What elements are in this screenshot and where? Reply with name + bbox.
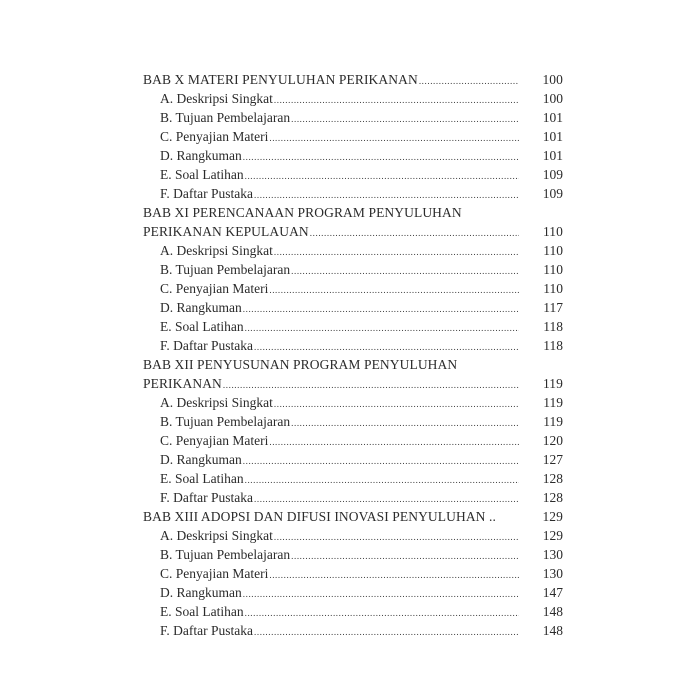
toc-chapter-heading[interactable] xyxy=(143,374,563,393)
toc-line xyxy=(160,241,519,262)
toc-chapter-heading[interactable] xyxy=(143,355,563,374)
toc-chapter-heading[interactable] xyxy=(143,507,563,526)
page-number: 119 xyxy=(543,414,563,429)
page-number: 109 xyxy=(542,167,563,182)
toc-line xyxy=(143,203,563,222)
entry-label: F. Daftar Pustaka xyxy=(160,186,254,201)
page-number: 101 xyxy=(542,148,563,163)
toc-entry[interactable] xyxy=(143,108,563,127)
toc-line xyxy=(143,222,519,243)
entry-label: E. Soal Latihan xyxy=(160,471,244,486)
entry-label: E. Soal Latihan xyxy=(160,319,244,334)
toc-line xyxy=(160,564,519,585)
toc-line xyxy=(160,621,519,642)
entry-label: B. Tujuan Pembelajaran xyxy=(160,262,291,277)
page-number: 128 xyxy=(542,490,563,505)
toc-line xyxy=(160,488,519,509)
toc-entry[interactable] xyxy=(143,241,563,260)
toc-line xyxy=(143,507,519,526)
entry-label: F. Daftar Pustaka xyxy=(160,623,254,638)
toc-line xyxy=(143,70,519,91)
entry-label: F. Daftar Pustaka xyxy=(160,490,254,505)
toc-line xyxy=(160,146,519,167)
page-number: 147 xyxy=(542,585,563,600)
toc-entry[interactable] xyxy=(143,317,563,336)
entry-label: B. Tujuan Pembelajaran xyxy=(160,414,291,429)
entry-label: D. Rangkuman xyxy=(160,585,242,600)
page-number: 130 xyxy=(542,566,563,581)
toc-line xyxy=(160,279,519,300)
toc-line xyxy=(160,393,519,414)
toc-entry[interactable] xyxy=(143,146,563,165)
page-number: 128 xyxy=(542,471,563,486)
chapter-title: BAB XII PENYUSUNAN PROGRAM PENYULUHAN xyxy=(143,357,458,372)
page-number: 120 xyxy=(542,433,563,448)
chapter-title: BAB XIII ADOPSI DAN DIFUSI INOVASI PENYULUHAN .. xyxy=(143,509,496,524)
entry-label: A. Deskripsi Singkat xyxy=(160,243,273,258)
page-number: 119 xyxy=(542,376,563,391)
toc-entry[interactable] xyxy=(143,488,563,507)
page-number: 130 xyxy=(542,547,563,562)
toc-entry[interactable] xyxy=(143,336,563,355)
toc-entry[interactable] xyxy=(143,260,563,279)
page-number: 117 xyxy=(543,300,563,315)
toc-entry[interactable] xyxy=(143,602,563,621)
chapter-title: BAB XI PERENCANAAN PROGRAM PENYULUHAN xyxy=(143,205,462,220)
page-number: 129 xyxy=(542,528,563,543)
toc-line xyxy=(160,127,519,148)
toc-chapter-heading[interactable] xyxy=(143,70,563,89)
toc-line xyxy=(160,260,519,281)
entry-label: A. Deskripsi Singkat xyxy=(160,528,273,543)
toc-entry[interactable] xyxy=(143,298,563,317)
page-number: 148 xyxy=(542,623,563,638)
toc-entry[interactable] xyxy=(143,583,563,602)
page-number: 127 xyxy=(542,452,563,467)
toc-line xyxy=(160,469,519,490)
toc-entry[interactable] xyxy=(143,621,563,640)
toc-entry[interactable] xyxy=(143,450,563,469)
dot-leader xyxy=(254,623,519,642)
toc-line xyxy=(160,545,519,566)
toc-line xyxy=(160,431,519,452)
entry-label: D. Rangkuman xyxy=(160,452,242,467)
page-number: 118 xyxy=(543,338,563,353)
entry-label: A. Deskripsi Singkat xyxy=(160,395,273,410)
page-number: 100 xyxy=(542,72,563,87)
entry-label: D. Rangkuman xyxy=(160,300,242,315)
entry-label: C. Penyajian Materi xyxy=(160,281,269,296)
toc-line xyxy=(160,602,519,623)
toc-entry[interactable] xyxy=(143,526,563,545)
toc-line xyxy=(160,298,519,319)
page-number: 110 xyxy=(543,262,563,277)
entry-label: E. Soal Latihan xyxy=(160,604,244,619)
page-number: 118 xyxy=(543,319,563,334)
toc-entry[interactable] xyxy=(143,165,563,184)
page-number: 148 xyxy=(542,604,563,619)
page-number: 129 xyxy=(542,509,563,524)
chapter-title: BAB X MATERI PENYULUHAN PERIKANAN xyxy=(143,72,418,87)
page-number: 110 xyxy=(543,281,563,296)
entry-label: C. Penyajian Materi xyxy=(160,129,269,144)
entry-label: E. Soal Latihan xyxy=(160,167,244,182)
toc-line xyxy=(160,184,519,205)
toc-entry[interactable] xyxy=(143,89,563,108)
toc-chapter-heading[interactable] xyxy=(143,203,563,222)
page-number: 110 xyxy=(543,243,563,258)
toc-line xyxy=(160,583,519,604)
toc-chapter-heading[interactable] xyxy=(143,222,563,241)
page-number: 109 xyxy=(542,186,563,201)
toc-entry[interactable] xyxy=(143,545,563,564)
chapter-title: PERIKANAN KEPULAUAN xyxy=(143,224,309,239)
toc-line xyxy=(160,526,519,547)
toc-line xyxy=(160,336,519,357)
toc-line xyxy=(143,355,563,374)
page-number: 110 xyxy=(542,224,563,239)
toc-entry[interactable] xyxy=(143,127,563,146)
entry-label: C. Penyajian Materi xyxy=(160,566,269,581)
page-number: 101 xyxy=(542,129,563,144)
entry-label: F. Daftar Pustaka xyxy=(160,338,254,353)
entry-label: A. Deskripsi Singkat xyxy=(160,91,273,106)
toc-line xyxy=(143,374,519,395)
page-number: 101 xyxy=(542,110,563,125)
entry-label: B. Tujuan Pembelajaran xyxy=(160,547,291,562)
toc-line xyxy=(160,108,519,129)
toc-line xyxy=(160,450,519,471)
toc-line xyxy=(160,165,519,186)
chapter-title: PERIKANAN xyxy=(143,376,222,391)
toc-entry[interactable] xyxy=(143,279,563,298)
table-of-contents xyxy=(143,70,563,640)
toc-line xyxy=(160,89,519,110)
toc-entry[interactable] xyxy=(143,184,563,203)
entry-label: D. Rangkuman xyxy=(160,148,242,163)
page-number: 100 xyxy=(542,91,563,106)
toc-entry[interactable] xyxy=(143,469,563,488)
toc-line xyxy=(160,412,519,433)
page-number: 119 xyxy=(543,395,563,410)
toc-line xyxy=(160,317,519,338)
toc-entry[interactable] xyxy=(143,412,563,431)
entry-label: C. Penyajian Materi xyxy=(160,433,269,448)
toc-entry[interactable] xyxy=(143,431,563,450)
toc-entry[interactable] xyxy=(143,564,563,583)
entry-label: B. Tujuan Pembelajaran xyxy=(160,110,291,125)
toc-entry[interactable] xyxy=(143,393,563,412)
